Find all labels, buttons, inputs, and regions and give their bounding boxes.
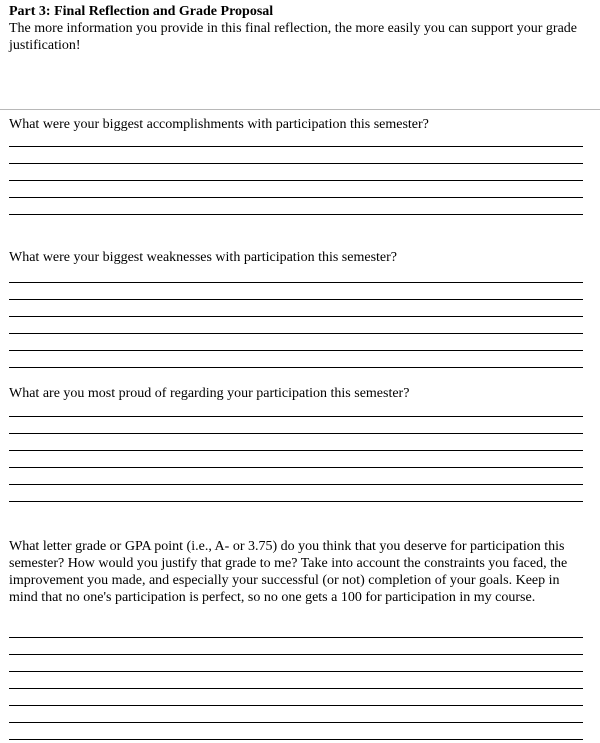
- section-title: Part 3: Final Reflection and Grade Proposal: [9, 4, 274, 19]
- answer-line[interactable]: [9, 637, 583, 638]
- answer-line[interactable]: [9, 214, 583, 215]
- answer-line[interactable]: [9, 688, 583, 689]
- answer-line[interactable]: [9, 722, 583, 723]
- answer-line[interactable]: [9, 282, 583, 283]
- section-intro: The more information you provide in this final reflection, the more easily you can support your grade justification!: [9, 21, 578, 53]
- page-break-divider: [0, 109, 600, 110]
- answer-line[interactable]: [9, 450, 583, 451]
- answer-line[interactable]: [9, 705, 583, 706]
- answer-line[interactable]: [9, 671, 583, 672]
- question-grade-proposal: What letter grade or GPA point (i.e., A- or 3.75) do you think that you deserve for participation this semester? How would you justify that grade to me? Take into account the constraints you faced, the improvement you made, and especially your successful (or not) completion of your goals. Keep in mind that no one's participation is perfect, so no one gets a 100 for participation in my course.: [9, 539, 568, 605]
- question-accomplishments: What were your biggest accomplishments with participation this semester?: [9, 117, 429, 132]
- answer-line[interactable]: [9, 299, 583, 300]
- answer-line[interactable]: [9, 350, 583, 351]
- answer-line[interactable]: [9, 180, 583, 181]
- answer-line[interactable]: [9, 467, 583, 468]
- answer-line[interactable]: [9, 163, 583, 164]
- answer-line[interactable]: [9, 416, 583, 417]
- answer-line[interactable]: [9, 367, 583, 368]
- answer-line[interactable]: [9, 333, 583, 334]
- answer-line[interactable]: [9, 739, 583, 740]
- question-weaknesses: What were your biggest weaknesses with participation this semester?: [9, 250, 397, 265]
- answer-line[interactable]: [9, 654, 583, 655]
- answer-line[interactable]: [9, 146, 583, 147]
- answer-line[interactable]: [9, 197, 583, 198]
- answer-line[interactable]: [9, 316, 583, 317]
- question-proud: What are you most proud of regarding your participation this semester?: [9, 386, 410, 401]
- answer-line[interactable]: [9, 433, 583, 434]
- answer-line[interactable]: [9, 484, 583, 485]
- answer-line[interactable]: [9, 501, 583, 502]
